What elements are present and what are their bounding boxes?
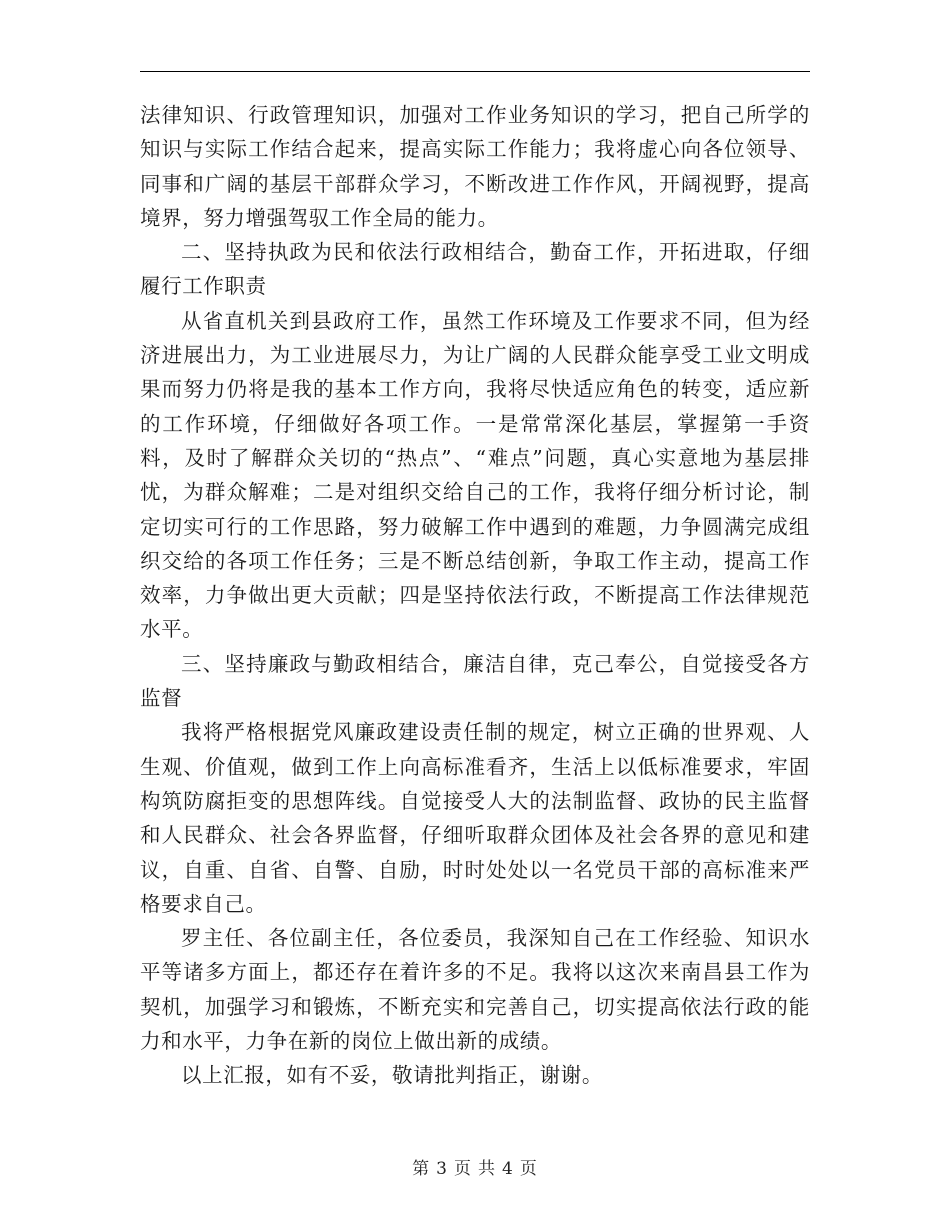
footer-total-pages: 4: [502, 1159, 514, 1179]
paragraph-section-2: 从省直机关到县政府工作，虽然工作环境及工作要求不同，但为经济进展出力，为工业进展尽力，为让广阔的人民群众能享受工业文明成果而努力仍将是我的基本工作方向，我将尽快适应角色的转变，适应新的工作环境，仔细做好各项工作。一是常常深化基层，掌握第一手资料，及时了解群众关切的“热点”、“难点”问题，真心实意地为基层排忧，为群众解难；二是对组织交给自己的工作，我将仔细分析讨论，制定切实可行的工作思路，努力破解工作中遇到的难题，力争圆满完成组织交给的各项工作任务；三是不断总结创新，争取工作主动，提高工作效率，力争做出更大贡献；四是坚持依法行政，不断提高工作法律规范水平。: [140, 308, 810, 642]
section-heading-2: 二、坚持执政为民和依法行政相结合，勤奋工作，开拓进取，仔细履行工作职责: [140, 240, 810, 299]
footer-ye-end: 页: [519, 1159, 538, 1179]
header-rule: [140, 71, 810, 72]
paragraph-section-3: 我将严格根据党风廉政建设责任制的规定，树立正确的世界观、人生观、价值观，做到工作上向高标准看齐，生活上以低标准要求，牢固构筑防腐拒变的思想阵线。自觉接受人大的法制监督、政协的民主监督和人民群众、社会各界监督，仔细听取群众团体及社会各界的意见和建议，自重、自省、自警、自励，时时处处以一名党员干部的高标准来严格要求自己。: [140, 720, 810, 916]
section-heading-3: 三、坚持廉政与勤政相结合，廉洁自律，克己奉公，自觉接受各方监督: [140, 651, 810, 711]
document-body: [140, 98, 810, 1093]
paragraph-continuation: 法律知识、行政管理知识，加强对工作业务知识的学习，把自己所学的知识与实际工作结合起来，提高实际工作能力；我将虚心向各位领导、同事和广阔的基层干部群众学习，不断改进工作作风，开阔视野，提高境界，努力增强驾驭工作全局的能力。: [140, 103, 810, 230]
footer-ye: 页: [454, 1159, 472, 1179]
footer-gong: 共: [478, 1159, 496, 1179]
paragraph-thanks: 以上汇报，如有不妥，敬请批判指正，谢谢。: [181, 1063, 603, 1088]
paragraph-closing: 罗主任、各位副主任，各位委员，我深知自己在工作经验、知识水平等诸多方面上，都还存在着许多的不足。我将以这次来南昌县工作为契机，加强学习和锻炼，不断充实和完善自己，切实提高依法行政的能力和水平，力争在新的岗位上做出新的成绩。: [140, 926, 810, 1054]
page-footer: [0, 1154, 950, 1179]
footer-di: 第: [412, 1159, 431, 1179]
footer-page-number: 3: [436, 1159, 448, 1179]
